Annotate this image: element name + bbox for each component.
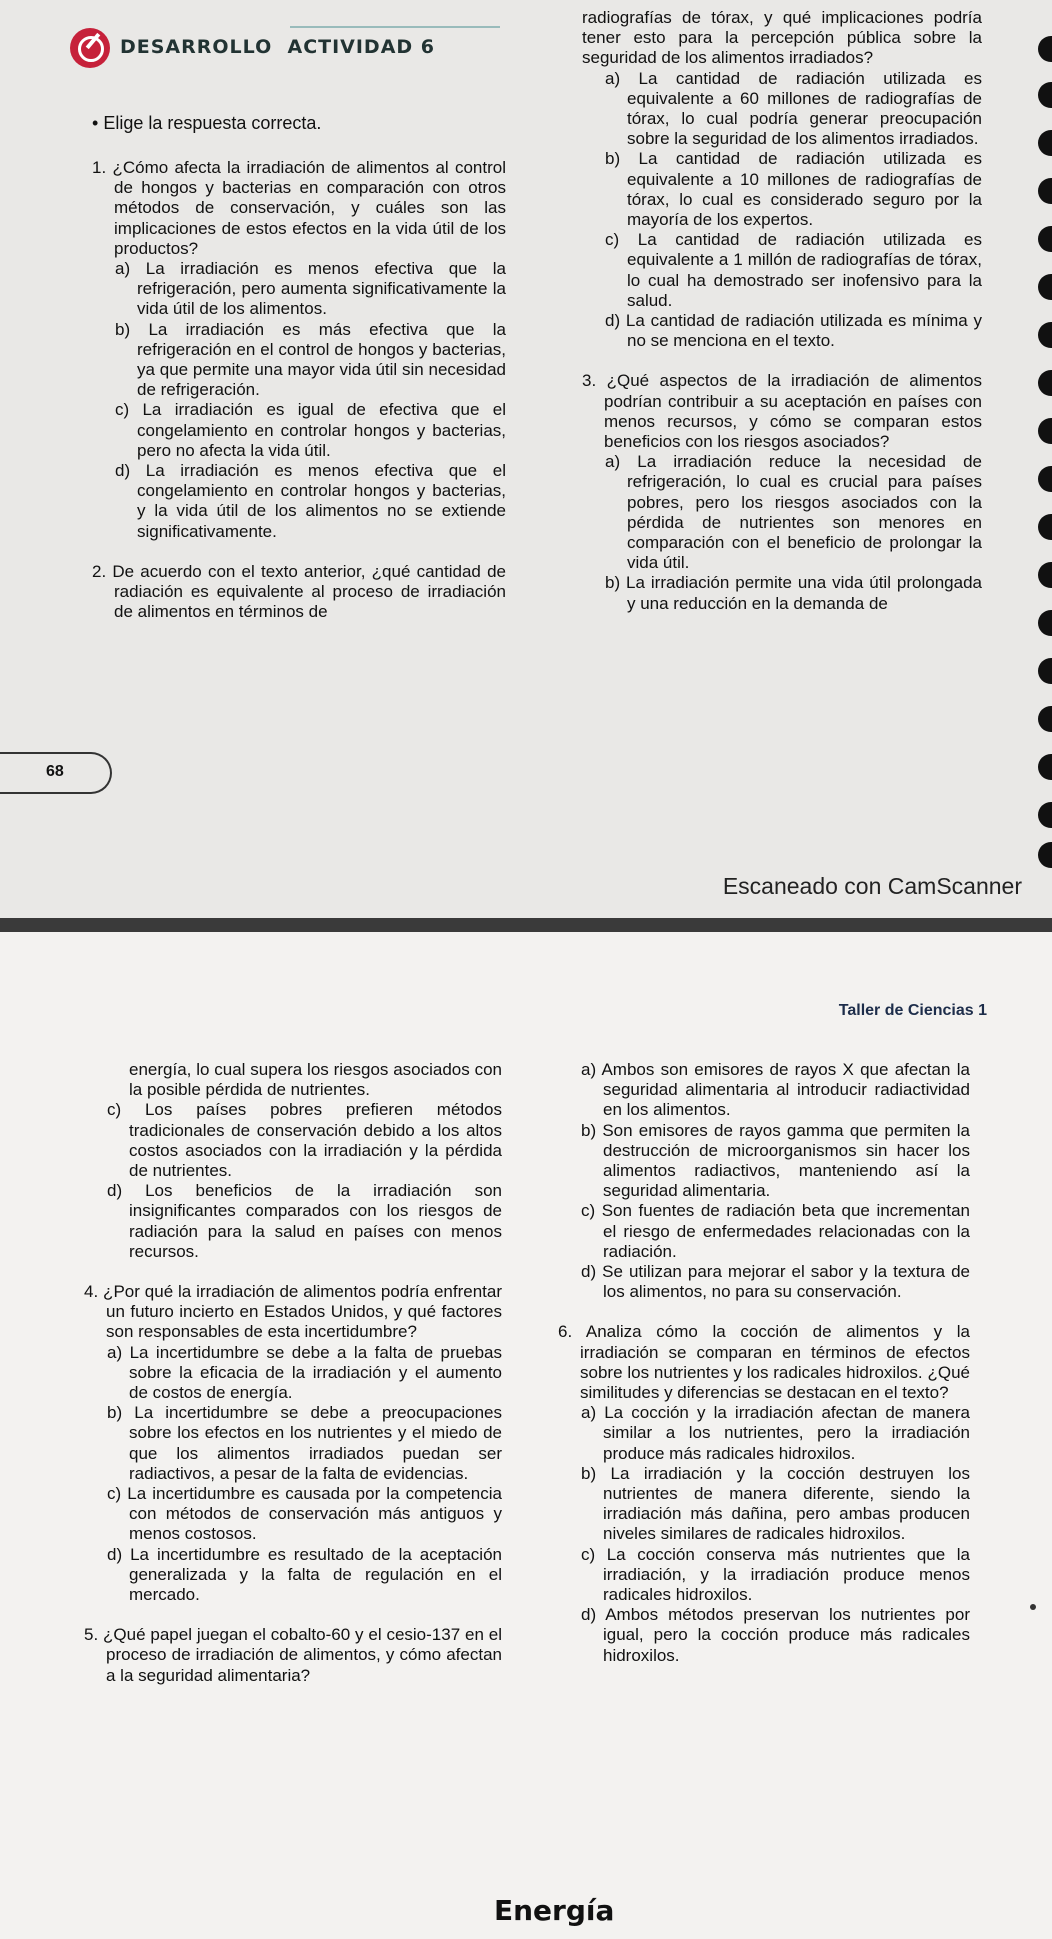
- question-block: [558, 1322, 970, 1665]
- answer-option[interactable]: a) La irradiación es menos efectiva que la refrigeración, pero aumenta significativamente la vida útil de los alimentos.: [115, 259, 506, 319]
- question-block: [84, 1282, 502, 1605]
- book-title: Taller de Ciencias 1: [838, 1002, 987, 1019]
- page-number: 68: [46, 763, 64, 780]
- question-block: [84, 1060, 502, 1262]
- answer-option[interactable]: c) La cocción conserva más nutrientes que la irradiación, y la irradiación produce menos radicales hidroxilos.: [581, 1544, 970, 1605]
- answer-option[interactable]: b) La cantidad de radiación utilizada es equivalente a 10 millones de radiografías de tórax, lo cual es considerado seguro por la mayoría de los expertos.: [605, 149, 982, 230]
- binder-ring-icon: [1038, 610, 1052, 636]
- answer-option[interactable]: d) La cantidad de radiación utilizada es mínima y no se menciona en el texto.: [605, 311, 982, 351]
- answer-option[interactable]: b) La irradiación y la cocción destruyen los nutrientes de manera diferente, siendo la irradiación más dañina, pero ambas producen niveles similares de radicales hidroxilos.: [581, 1463, 970, 1544]
- binder-ring-icon: [1038, 706, 1052, 732]
- question-block: [92, 158, 506, 542]
- page1-left-column: [92, 158, 506, 622]
- instruction: • Elige la respuesta correcta.: [92, 113, 322, 133]
- binder-ring-icon: [1038, 466, 1052, 492]
- page2-right-column: [558, 1060, 970, 1666]
- answer-option[interactable]: d) La incertidumbre es resultado de la aceptación generalizada y la falta de regulación en el mercado.: [107, 1544, 502, 1605]
- question-text: 5. ¿Qué papel juegan el cobalto-60 y el cesio-137 en el proceso de irradiación de alimentos, y cómo afectan a la seguridad alimentaria?: [84, 1625, 502, 1685]
- scanner-watermark: Escaneado con CamScanner: [722, 873, 1022, 899]
- page-68: [0, 0, 1052, 918]
- answer-option[interactable]: c) Son fuentes de radiación beta que incrementan el riesgo de enfermedades relacionadas con la radiación.: [581, 1201, 970, 1261]
- binder-ring-icon: [1038, 842, 1052, 868]
- activity-title: [120, 36, 435, 58]
- chapter-footer: Energía: [494, 1894, 615, 1927]
- binder-ring-icon: [1038, 82, 1052, 108]
- question-block: [582, 371, 982, 613]
- answer-option[interactable]: energía, lo cual supera los riesgos asociados con la posible pérdida de nutrientes.: [129, 1060, 502, 1100]
- answer-option[interactable]: d) Se utilizan para mejorar el sabor y la textura de los alimentos, no para su conservación.: [581, 1262, 970, 1302]
- binder-ring-icon: [1038, 274, 1052, 300]
- page-separator: [0, 918, 1052, 932]
- answer-option[interactable]: d) Ambos métodos preservan los nutrientes por igual, pero la cocción produce más radicales hidroxilos.: [581, 1605, 970, 1665]
- question-text: 2. De acuerdo con el texto anterior, ¿qué cantidad de radiación es equivalente al proceso de irradiación de alimentos en términos de: [92, 561, 506, 622]
- binder-ring-icon: [1038, 754, 1052, 780]
- page-number-tab: [0, 752, 112, 794]
- answer-option[interactable]: c) La incertidumbre es causada por la competencia con métodos de conservación más antiguos y menos costosos.: [107, 1484, 502, 1544]
- binder-ring-icon: [1038, 36, 1052, 62]
- answer-option[interactable]: a) La cantidad de radiación utilizada es equivalente a 60 millones de radiografías de tórax, lo cual podría generar preocupación sobre la seguridad de los alimentos irradiados.: [605, 68, 982, 149]
- answer-option[interactable]: a) Ambos son emisores de rayos X que afectan la seguridad alimentaria al introducir radiactividad en los alimentos.: [581, 1060, 970, 1120]
- binder-ring-icon: [1038, 562, 1052, 588]
- target-icon: [70, 28, 110, 68]
- binder-ring-icon: [1038, 658, 1052, 684]
- binder-ring-icon: [1038, 322, 1052, 348]
- question-block: [558, 1060, 970, 1302]
- question-text: radiografías de tórax, y qué implicaciones podría tener esto para la percepción pública sobre la seguridad de los alimentos irradiados?: [582, 8, 982, 68]
- question-text: 3. ¿Qué aspectos de la irradiación de alimentos podrían contribuir a su aceptación en países con menos recursos, y cómo se comparan estos beneficios con los riesgos asociados?: [582, 371, 982, 452]
- binder-ring-icon: [1038, 130, 1052, 156]
- answer-option[interactable]: a) La irradiación reduce la necesidad de refrigeración, lo cual es crucial para países pobres, pero los riesgos asociados con la pérdida de nutrientes son menores en comparación con el beneficio de prolongar la vida útil.: [605, 452, 982, 573]
- page1-right-column: [582, 8, 982, 614]
- question-block: [582, 8, 982, 351]
- binder-ring-icon: [1038, 178, 1052, 204]
- page-69: [0, 932, 1052, 1939]
- header-rule: [290, 26, 500, 28]
- section-label: DESARROLLO: [120, 36, 273, 58]
- answer-option[interactable]: c) La irradiación es igual de efectiva que el congelamiento en controlar hongos y bacterias, pero no afecta la vida útil.: [115, 400, 506, 460]
- answer-option[interactable]: b) Son emisores de rayos gamma que permiten la destrucción de microorganismos sin hacer los alimentos radiactivos, manteniendo así la seguridad alimentaria.: [581, 1120, 970, 1201]
- question-block: [92, 562, 506, 623]
- page2-left-column: [84, 1060, 502, 1686]
- answer-option[interactable]: b) La irradiación permite una vida útil prolongada y una reducción en la demanda de: [605, 573, 982, 613]
- speck-mark: [1030, 1604, 1036, 1610]
- instruction-text: Elige la respuesta correcta.: [103, 113, 322, 133]
- binder-ring-icon: [1038, 514, 1052, 540]
- answer-option[interactable]: a) La cocción y la irradiación afectan de manera similar a los nutrientes, pero la irradiación produce más radicales hidroxilos.: [581, 1403, 970, 1463]
- question-text: 1. ¿Cómo afecta la irradiación de alimentos al control de hongos y bacterias en comparación con otros métodos de conservación, y cuáles son las implicaciones de estos efectos en la vida útil de los productos?: [92, 158, 506, 258]
- answer-option[interactable]: c) La cantidad de radiación utilizada es equivalente a 1 millón de radiografías de tórax, lo cual ha demostrado ser inofensivo para la salud.: [605, 230, 982, 310]
- question-text: 4. ¿Por qué la irradiación de alimentos podría enfrentar un futuro incierto en Estados Unidos, y qué factores son responsables de esta incertidumbre?: [84, 1282, 502, 1342]
- binder-ring-icon: [1038, 370, 1052, 396]
- answer-option[interactable]: d) Los beneficios de la irradiación son insignificantes comparados con los riesgos de radiación para la salud en países con menos recursos.: [107, 1181, 502, 1261]
- binder-ring-icon: [1038, 418, 1052, 444]
- binder-ring-icon: [1038, 226, 1052, 252]
- binder-ring-icon: [1038, 802, 1052, 828]
- answer-option[interactable]: d) La irradiación es menos efectiva que el congelamiento en controlar hongos y bacterias, y la vida útil de los alimentos no se extiende significativamente.: [115, 461, 506, 541]
- answer-option[interactable]: b) La incertidumbre se debe a preocupaciones sobre los efectos en los nutrientes y el miedo de que los alimentos irradiados puedan ser radiactivos, a pesar de la falta de evidencias.: [107, 1403, 502, 1483]
- answer-option[interactable]: c) Los países pobres prefieren métodos tradicionales de conservación debido a los altos costos asociados con la irradiación y la pérdida de nutrientes.: [107, 1100, 502, 1181]
- answer-option[interactable]: a) La incertidumbre se debe a la falta de pruebas sobre la eficacia de la irradiación y el aumento de costos de energía.: [107, 1342, 502, 1403]
- question-text: 6. Analiza cómo la cocción de alimentos y la irradiación se comparan en términos de efectos sobre los nutrientes y los radicales hidroxilos. ¿Qué similitudes y diferencias se destacan en el texto?: [558, 1322, 970, 1403]
- question-block: [84, 1625, 502, 1686]
- activity-label: ACTIVIDAD 6: [287, 36, 436, 58]
- answer-option[interactable]: b) La irradiación es más efectiva que la refrigeración en el control de hongos y bacterias, ya que permite una mayor vida útil sin necesidad de refrigeración.: [115, 319, 506, 400]
